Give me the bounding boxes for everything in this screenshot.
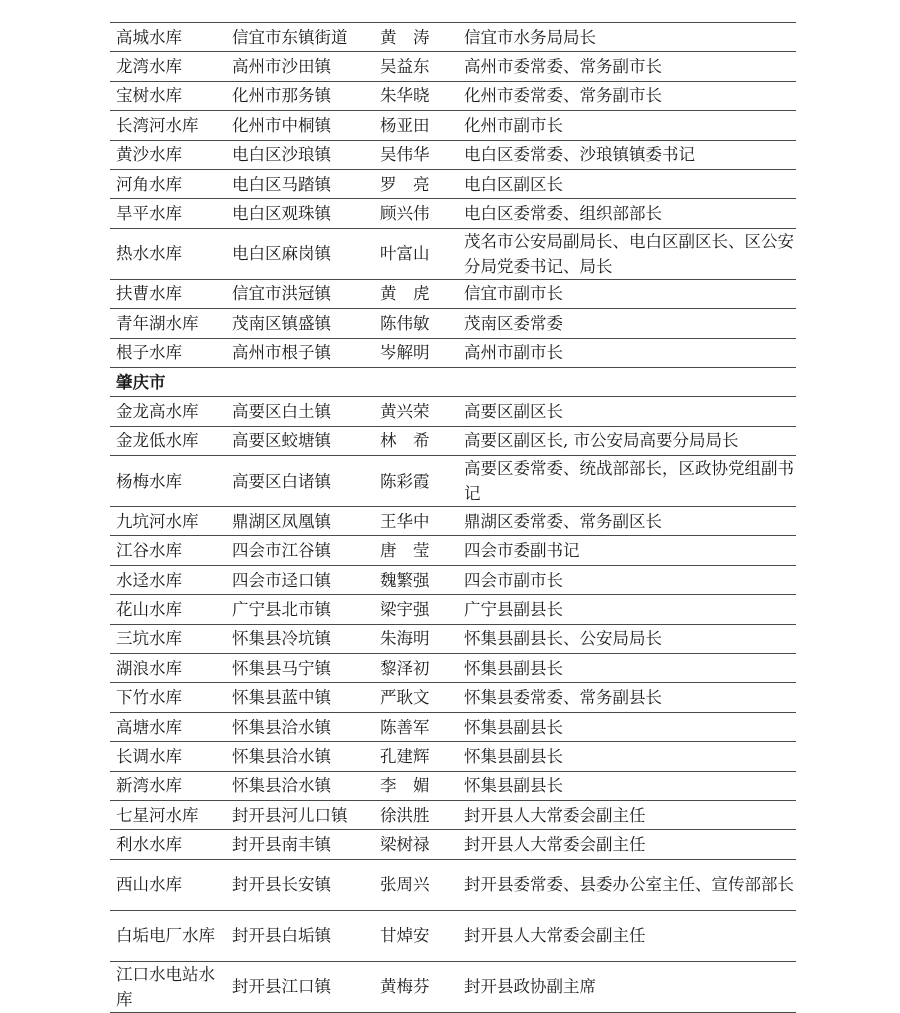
position-cell: 怀集县副县长 (458, 742, 796, 771)
location-cell: 鼎湖区凤凰镇 (226, 507, 374, 536)
table-row (110, 507, 796, 536)
location-cell: 电白区沙琅镇 (226, 140, 374, 169)
reservoir-name-cell: 长湾河水库 (110, 111, 226, 140)
responsible-person-cell: 陈彩霞 (374, 456, 458, 507)
reservoir-name-cell: 三坑水库 (110, 624, 226, 653)
location-cell: 封开县河儿口镇 (226, 800, 374, 829)
position-cell: 化州市委常委、常务副市长 (458, 81, 796, 110)
position-cell: 电白区委常委、沙琅镇镇委书记 (458, 140, 796, 169)
table-row (110, 565, 796, 594)
location-cell: 封开县江口镇 (226, 961, 374, 1012)
table-row (110, 683, 796, 712)
location-cell: 高要区白土镇 (226, 397, 374, 426)
position-cell: 信宜市水务局局长 (458, 23, 796, 52)
table-row (110, 52, 796, 81)
reservoir-name-cell: 长调水库 (110, 742, 226, 771)
reservoir-name-cell: 高城水库 (110, 23, 226, 52)
table-row (110, 961, 796, 1012)
location-cell: 怀集县洽水镇 (226, 712, 374, 741)
table-row (110, 771, 796, 800)
responsible-person-cell: 黎泽初 (374, 654, 458, 683)
position-cell: 高州市委常委、常务副市长 (458, 52, 796, 81)
table-row (110, 397, 796, 426)
table-row (110, 654, 796, 683)
position-cell: 封开县委常委、县委办公室主任、宣传部部长 (458, 859, 796, 910)
reservoir-name-cell: 江口水电站水库 (110, 961, 226, 1012)
location-cell: 高州市沙田镇 (226, 52, 374, 81)
responsible-person-cell: 吴伟华 (374, 140, 458, 169)
reservoir-name-cell: 高塘水库 (110, 712, 226, 741)
position-cell: 怀集县副县长 (458, 654, 796, 683)
location-cell: 怀集县蓝中镇 (226, 683, 374, 712)
reservoir-name-cell: 金龙低水库 (110, 426, 226, 455)
responsible-person-cell: 黄兴荣 (374, 397, 458, 426)
location-cell: 广宁县北市镇 (226, 595, 374, 624)
position-cell: 高要区委常委、统战部部长，区政协党组副书记 (458, 456, 796, 507)
reservoir-name-cell: 热水水库 (110, 228, 226, 279)
position-cell: 广宁县副县长 (458, 595, 796, 624)
table-body (110, 23, 796, 1013)
responsible-person-cell: 陈伟敏 (374, 309, 458, 338)
table-row (110, 338, 796, 367)
responsible-person-cell: 张周兴 (374, 859, 458, 910)
reservoir-name-cell: 下竹水库 (110, 683, 226, 712)
responsible-person-cell: 黄梅芬 (374, 961, 458, 1012)
position-cell: 封开县人大常委会副主任 (458, 800, 796, 829)
table-row (110, 456, 796, 507)
location-cell: 茂南区镇盛镇 (226, 309, 374, 338)
position-cell: 怀集县副县长 (458, 771, 796, 800)
table-row (110, 595, 796, 624)
responsible-person-cell: 李 媚 (374, 771, 458, 800)
responsible-person-cell: 黄 涛 (374, 23, 458, 52)
table-row (110, 169, 796, 198)
position-cell: 电白区副区长 (458, 169, 796, 198)
reservoir-name-cell: 七星河水库 (110, 800, 226, 829)
responsible-person-cell: 孔建辉 (374, 742, 458, 771)
location-cell: 怀集县洽水镇 (226, 742, 374, 771)
responsible-person-cell: 朱海明 (374, 624, 458, 653)
table-row (110, 624, 796, 653)
responsible-person-cell: 杨亚田 (374, 111, 458, 140)
table-row (110, 830, 796, 859)
location-cell: 四会市江谷镇 (226, 536, 374, 565)
position-cell: 高要区副区长, 市公安局高要分局局长 (458, 426, 796, 455)
location-cell: 怀集县冷坑镇 (226, 624, 374, 653)
table-row (110, 309, 796, 338)
table-row (110, 910, 796, 961)
reservoir-name-cell: 新湾水库 (110, 771, 226, 800)
location-cell: 封开县南丰镇 (226, 830, 374, 859)
reservoir-responsibility-table (110, 22, 796, 1013)
position-cell: 高州市副市长 (458, 338, 796, 367)
location-cell: 电白区麻岗镇 (226, 228, 374, 279)
reservoir-name-cell: 黄沙水库 (110, 140, 226, 169)
table-row (110, 279, 796, 308)
table-row (110, 742, 796, 771)
responsible-person-cell: 梁树禄 (374, 830, 458, 859)
reservoir-name-cell: 湖浪水库 (110, 654, 226, 683)
location-cell: 高要区白诸镇 (226, 456, 374, 507)
reservoir-name-cell: 根子水库 (110, 338, 226, 367)
responsible-person-cell: 叶富山 (374, 228, 458, 279)
table-row (110, 426, 796, 455)
reservoir-name-cell: 花山水库 (110, 595, 226, 624)
section-header-row (110, 367, 796, 396)
location-cell: 电白区马踏镇 (226, 169, 374, 198)
location-cell: 信宜市东镇街道 (226, 23, 374, 52)
position-cell: 高要区副区长 (458, 397, 796, 426)
reservoir-name-cell: 河角水库 (110, 169, 226, 198)
responsible-person-cell: 唐 莹 (374, 536, 458, 565)
location-cell: 封开县长安镇 (226, 859, 374, 910)
reservoir-name-cell: 利水水库 (110, 830, 226, 859)
document-page (110, 22, 796, 1013)
responsible-person-cell: 梁宇强 (374, 595, 458, 624)
reservoir-name-cell: 龙湾水库 (110, 52, 226, 81)
position-cell: 四会市副市长 (458, 565, 796, 594)
table-row (110, 140, 796, 169)
table-row (110, 536, 796, 565)
section-header: 肇庆市 (110, 367, 796, 396)
location-cell: 四会市迳口镇 (226, 565, 374, 594)
position-cell: 茂名市公安局副局长、电白区副区长、区公安分局党委书记、局长 (458, 228, 796, 279)
responsible-person-cell: 罗 亮 (374, 169, 458, 198)
responsible-person-cell: 吴益东 (374, 52, 458, 81)
location-cell: 电白区观珠镇 (226, 199, 374, 228)
responsible-person-cell: 严耿文 (374, 683, 458, 712)
position-cell: 茂南区委常委 (458, 309, 796, 338)
responsible-person-cell: 顾兴伟 (374, 199, 458, 228)
responsible-person-cell: 黄 虎 (374, 279, 458, 308)
responsible-person-cell: 林 希 (374, 426, 458, 455)
location-cell: 怀集县洽水镇 (226, 771, 374, 800)
position-cell: 四会市委副书记 (458, 536, 796, 565)
table-row (110, 23, 796, 52)
location-cell: 化州市中桐镇 (226, 111, 374, 140)
position-cell: 化州市副市长 (458, 111, 796, 140)
reservoir-name-cell: 九坑河水库 (110, 507, 226, 536)
position-cell: 怀集县委常委、常务副县长 (458, 683, 796, 712)
location-cell: 怀集县马宁镇 (226, 654, 374, 683)
responsible-person-cell: 岑解明 (374, 338, 458, 367)
table-row (110, 800, 796, 829)
location-cell: 高要区蛟塘镇 (226, 426, 374, 455)
position-cell: 封开县人大常委会副主任 (458, 910, 796, 961)
reservoir-name-cell: 水迳水库 (110, 565, 226, 594)
reservoir-name-cell: 西山水库 (110, 859, 226, 910)
position-cell: 封开县政协副主席 (458, 961, 796, 1012)
reservoir-name-cell: 宝树水库 (110, 81, 226, 110)
responsible-person-cell: 朱华晓 (374, 81, 458, 110)
table-row (110, 199, 796, 228)
responsible-person-cell: 徐洪胜 (374, 800, 458, 829)
position-cell: 怀集县副县长 (458, 712, 796, 741)
position-cell: 怀集县副县长、公安局局长 (458, 624, 796, 653)
reservoir-name-cell: 青年湖水库 (110, 309, 226, 338)
reservoir-name-cell: 旱平水库 (110, 199, 226, 228)
reservoir-name-cell: 江谷水库 (110, 536, 226, 565)
responsible-person-cell: 甘焯安 (374, 910, 458, 961)
position-cell: 鼎湖区委常委、常务副区长 (458, 507, 796, 536)
position-cell: 信宜市副市长 (458, 279, 796, 308)
responsible-person-cell: 魏繁强 (374, 565, 458, 594)
responsible-person-cell: 陈善军 (374, 712, 458, 741)
reservoir-name-cell: 白垢电厂水库 (110, 910, 226, 961)
reservoir-name-cell: 杨梅水库 (110, 456, 226, 507)
table-row (110, 111, 796, 140)
responsible-person-cell: 王华中 (374, 507, 458, 536)
reservoir-name-cell: 扶曹水库 (110, 279, 226, 308)
position-cell: 电白区委常委、组织部部长 (458, 199, 796, 228)
table-row (110, 81, 796, 110)
position-cell: 封开县人大常委会副主任 (458, 830, 796, 859)
table-row (110, 859, 796, 910)
reservoir-name-cell: 金龙高水库 (110, 397, 226, 426)
location-cell: 封开县白垢镇 (226, 910, 374, 961)
table-row (110, 228, 796, 279)
location-cell: 信宜市洪冠镇 (226, 279, 374, 308)
location-cell: 化州市那务镇 (226, 81, 374, 110)
location-cell: 高州市根子镇 (226, 338, 374, 367)
table-row (110, 712, 796, 741)
